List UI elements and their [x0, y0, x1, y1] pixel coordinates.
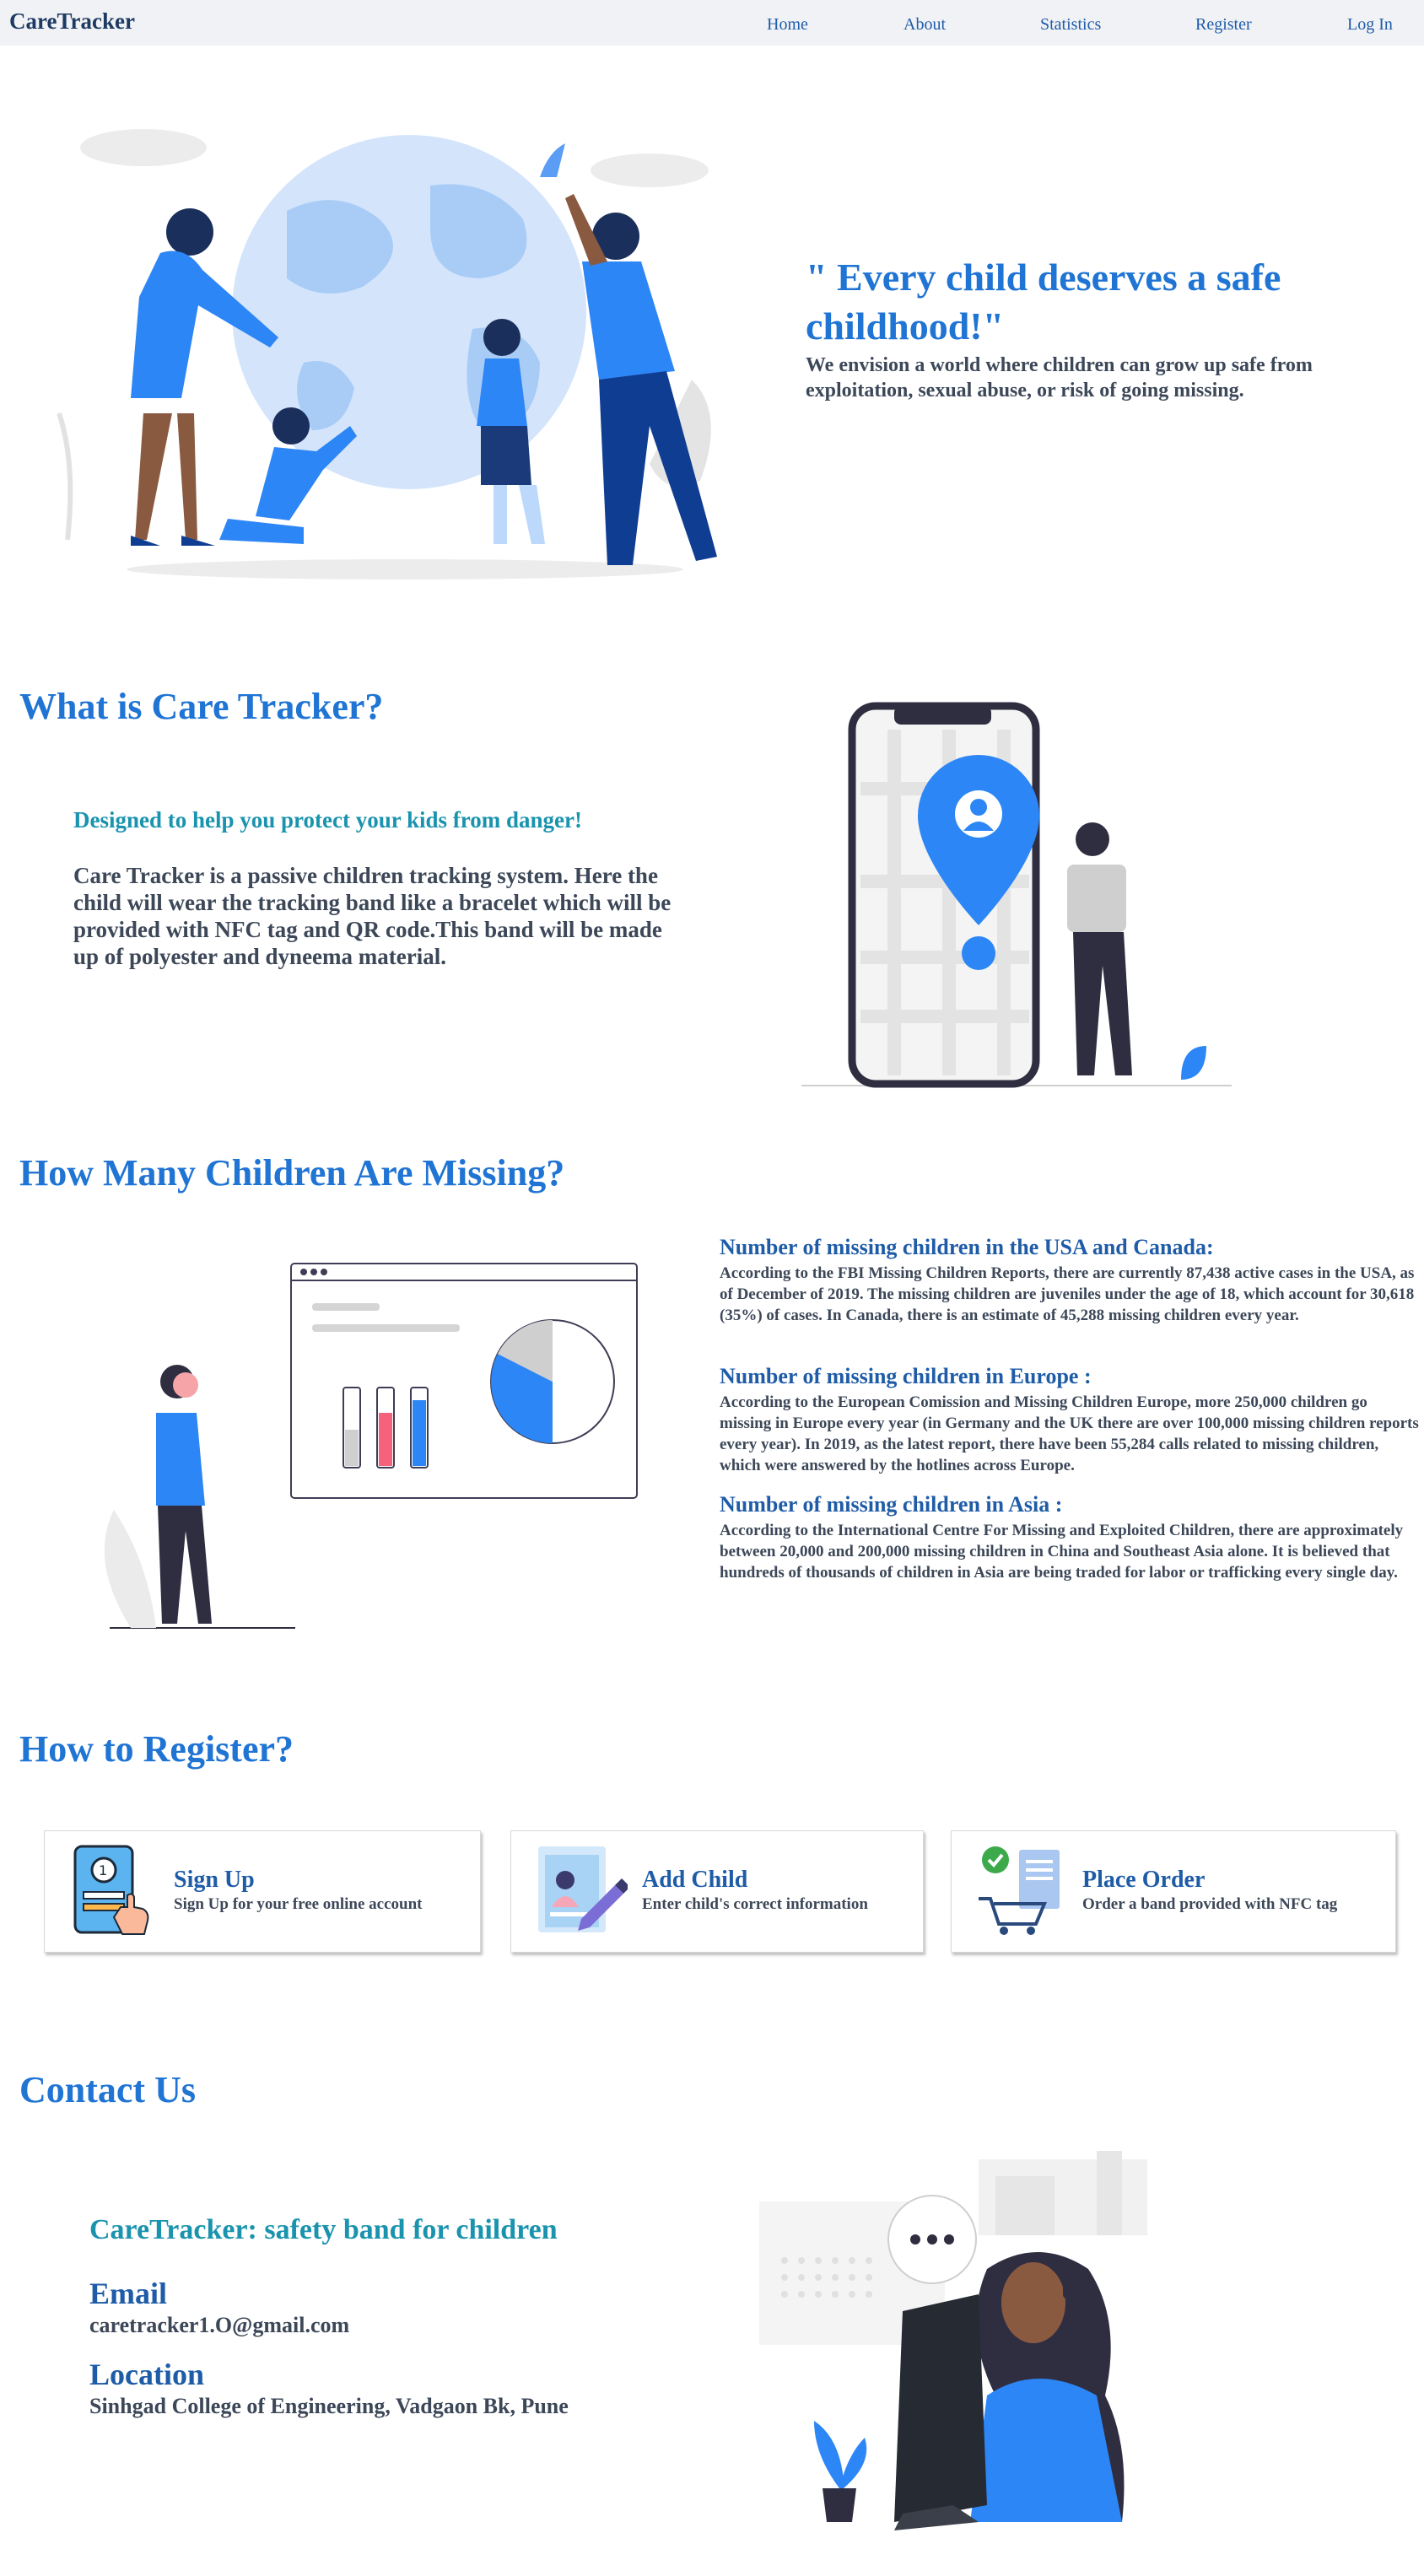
stat-text-europe: According to the European Comission and Missing Children Europe, more 250,000 children go missing in Europe every year (in Germany and the UK there are over 100,000 missing children reports every year). In 2019, as the latest report, there have been 55,284 calls related to missing children, which were answered by the hotlines across Europe. — [720, 1393, 1419, 1474]
nav-link-about[interactable]: About — [903, 15, 946, 34]
svg-text:1: 1 — [99, 1862, 108, 1878]
contact-location: Sinhgad College of Engineering, Vadgaon Bk, Pune — [89, 2394, 569, 2418]
register-step-add-child-subtitle: Enter child's correct information — [642, 1895, 868, 1913]
about-heading: What is Care Tracker? — [19, 686, 384, 727]
stat-title-europe: Number of missing children in Europe : — [720, 1364, 1092, 1388]
register-step-place-order-subtitle: Order a band provided with NFC tag — [1082, 1895, 1338, 1913]
hero-subtitle: We envision a world where children can grow up safe from exploitation, sexual abuse, or risk of going missing. — [806, 354, 1313, 401]
register-step-place-order-title: Place Order — [1082, 1867, 1206, 1893]
contact-email-label: Email — [89, 2277, 168, 2310]
register-heading: How to Register? — [19, 1728, 294, 1770]
nav-link-register[interactable]: Register — [1195, 15, 1252, 34]
register-step-signup[interactable] — [44, 1830, 481, 1953]
cart-order-icon — [977, 1843, 1070, 1937]
support-agent-illustration — [725, 2142, 1164, 2530]
phone-map-illustration — [801, 696, 1240, 1092]
stats-heading: How Many Children Are Missing? — [19, 1152, 565, 1194]
add-child-document-icon — [535, 1843, 628, 1937]
register-step-add-child-title: Add Child — [642, 1867, 748, 1893]
contact-email[interactable]: caretracker1.O@gmail.com — [89, 2313, 350, 2337]
hero-quote: " Every child deserves a safe childhood!" — [806, 256, 1281, 348]
statistics-dashboard-illustration — [97, 1257, 645, 1636]
register-step-add-child[interactable] — [510, 1830, 924, 1953]
register-step-signup-subtitle: Sign Up for your free online account — [174, 1895, 423, 1913]
about-tagline: Designed to help you protect your kids from danger! — [73, 807, 583, 833]
brand-logo[interactable]: CareTracker — [9, 8, 135, 34]
contact-heading: Contact Us — [19, 2069, 196, 2110]
register-step-signup-title: Sign Up — [174, 1867, 255, 1893]
register-step-place-order[interactable] — [951, 1830, 1396, 1953]
hero-illustration — [34, 110, 759, 590]
about-description: Care Tracker is a passive children tracking system. Here the child will wear the tracking band like a bracelet which will be provided with NFC tag and QR code.This band will be made up of polyester and dyneema material. — [73, 863, 672, 969]
navbar — [0, 0, 1424, 46]
contact-tagline: CareTracker: safety band for children — [89, 2214, 558, 2245]
nav-link-home[interactable]: Home — [767, 15, 808, 34]
stat-text-asia: According to the International Centre For Missing and Exploited Children, there are approximately between 20,000 and 200,000 missing children in China and Southeast Asia alone. It is believed that hundreds of thousands of children in Asia are being traded for labor or trafficking every single day. — [720, 1522, 1404, 1582]
contact-location-label: Location — [89, 2358, 205, 2391]
nav-link-login[interactable]: Log In — [1347, 15, 1393, 34]
stat-title-asia: Number of missing children in Asia : — [720, 1492, 1063, 1517]
signup-phone-icon — [70, 1843, 154, 1937]
stat-title-usa: Number of missing children in the USA and Canada: — [720, 1235, 1214, 1259]
stat-text-usa: According to the FBI Missing Children Reports, there are currently 87,438 active cases in the USA, as of December of 2019. The missing children are juveniles under the age of 18, which account for 30,618 (35%) of cases. In Canada, there is an estimate of 45,288 missing children every year. — [720, 1264, 1415, 1324]
nav-link-statistics[interactable]: Statistics — [1040, 15, 1102, 34]
